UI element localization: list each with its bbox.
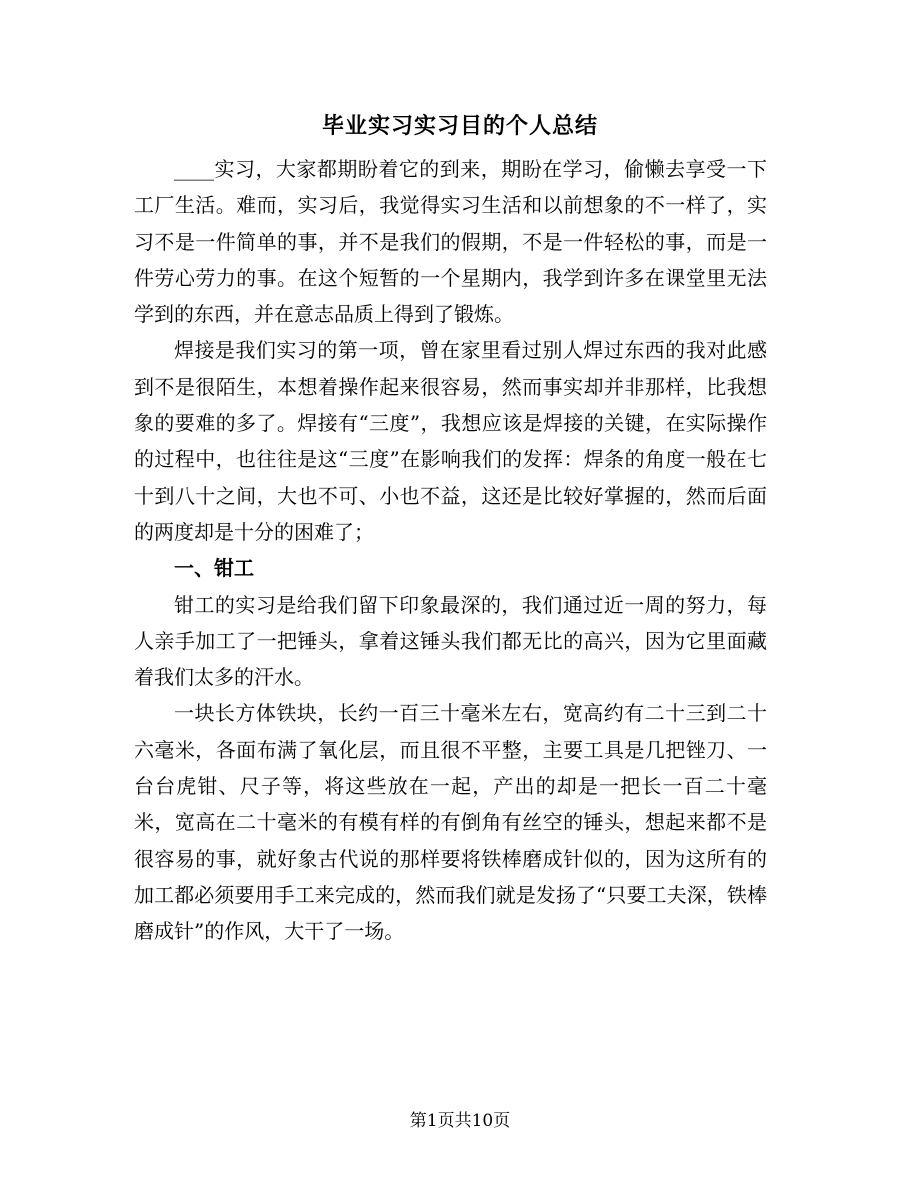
- document-body: [134, 151, 767, 950]
- page-number: 第1页共10页: [409, 1111, 511, 1131]
- section-heading-fitter: 一、钳工: [174, 556, 254, 581]
- paragraph-hammer-work: 一块长方体铁块，长约一百三十毫米左右，宽高约有二十三到二十六毫米，各面布满了氧化层，而且很不平整，主要工具是几把锉刀、一台台虎钳、尺子等，将这些放在一起，产出的却是一把长一百二十毫米，宽高在二十毫米的有模有样的有倒角有丝空的锤头，想起来都不是很容易的事，就好象古代说的那样要将铁棒磨成针似的，因为这所有的加工都必须要用手工来完成的，然而我们就是发扬了“只要工夫深，铁棒磨成针”的作风，大干了一场。: [134, 701, 767, 944]
- paragraph-welding: 焊接是我们实习的第一项，曾在家里看过别人焊过东西的我对此感到不是很陌生，本想着操作起来很容易，然而事实却并非那样，比我想象的要难的多了。焊接有“三度”，我想应该是焊接的关键，在实际操作的过程中，也往往是这“三度”在影响我们的发挥：焊条的角度一般在七十到八十之间，大也不可、小也不益，这还是比较好掌握的，然而后面的两度却是十分的困难了；: [134, 338, 767, 544]
- document-title: 毕业实习实习目的个人总结: [321, 113, 598, 139]
- paragraph-intro: ____实习，大家都期盼着它的到来，期盼在学习，偷懒去享受一下工厂生活。难而，实习后，我觉得实习生活和以前想象的不一样了，实习不是一件简单的事，并不是我们的假期，不是一件轻松的事，而是一件劳心劳力的事。在这个短暂的一个星期内，我学到许多在课堂里无法学到的东西，并在意志品质上得到了锻炼。: [134, 157, 767, 327]
- paragraph-fitter-intro: 钳工的实习是给我们留下印象最深的，我们通过近一周的努力，每人亲手加工了一把锤头，拿着这锤头我们都无比的高兴，因为它里面藏着我们太多的汗水。: [134, 592, 767, 690]
